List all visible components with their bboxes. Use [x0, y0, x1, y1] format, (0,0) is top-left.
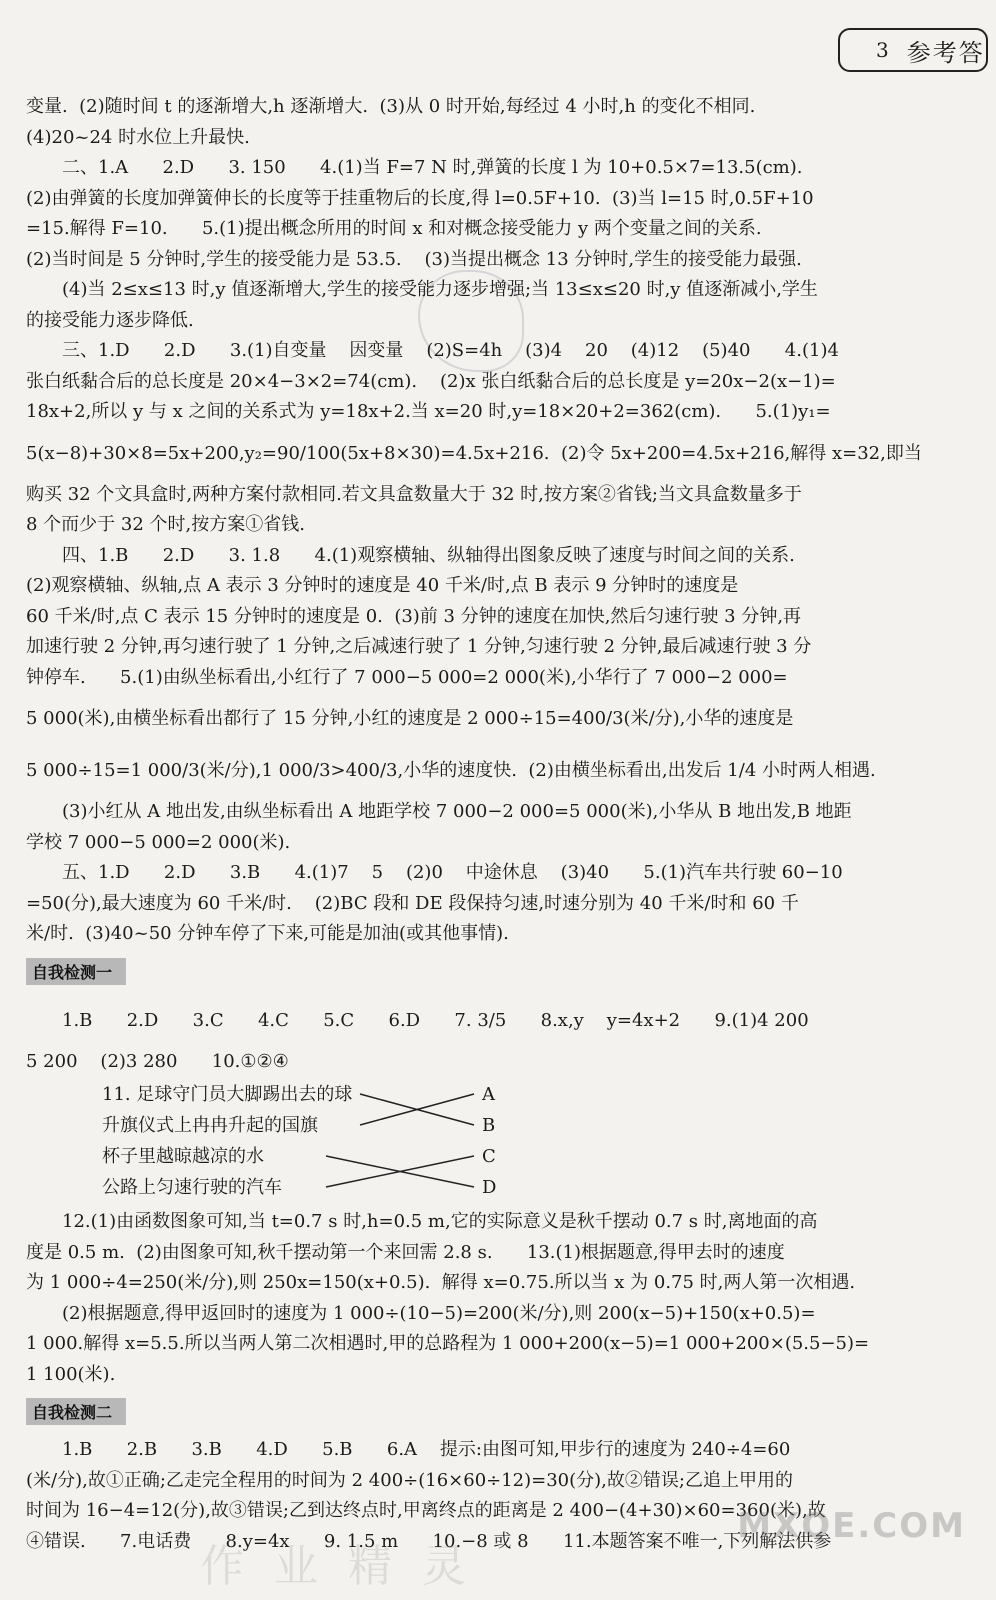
match-right-item: D — [482, 1177, 497, 1198]
text-line: =15.解得 F=10. 5.(1)提出概念所用的时间 x 和对概念接受能力 y 两个变量之间的关系. — [26, 218, 762, 239]
match-right-item: B — [482, 1115, 496, 1136]
page-number: 3 — [876, 38, 891, 62]
text-line: (2)观察横轴、纵轴,点 A 表示 3 分钟时的速度是 40 千米/时,点 B 表示 9 分钟时的速度是 — [26, 575, 739, 596]
matching-question — [26, 1079, 966, 1203]
ghost-watermark: 作业精灵 — [200, 1541, 496, 1592]
match-left-item: 公路上匀速行驶的汽车 — [102, 1177, 282, 1198]
text-line: 米/时. (3)40~50 分钟车停了下来,可能是加油(或其他事情). — [26, 923, 509, 944]
text-line: ④错误. 7.电话费 8.y=4x 9. 1.5 m 10.−8 或 8 11.本题答案不唯一,下列解法供参 — [26, 1530, 832, 1552]
text-line: 五、1.D 2.D 3.B 4.(1)7 5 (2)0 中途休息 (3)40 5.(1)汽车共行驶 60−10 — [62, 862, 843, 883]
text-line: 钟停车. 5.(1)由纵坐标看出,小红行了 7 000−5 000=2 000(米),小华行了 7 000−2 000= — [26, 666, 788, 688]
text-line: (2)由弹簧的长度加弹簧伸长的长度等于挂重物后的长度,得 l=0.5F+10. (3)当 l=15 时,0.5F+10 — [26, 187, 814, 209]
page-tab — [838, 28, 988, 72]
text-line: 12.(1)由函数图象可知,当 t=0.7 s 时,h=0.5 m,它的实际意义是秋千摆动 0.7 s 时,离地面的高 — [62, 1211, 818, 1232]
text-line: 三、1.D 2.D 3.(1)自变量 因变量 (2)S=4h (3)4 20 (4)12 (5)40 4.(1)4 — [62, 340, 839, 361]
text-line: 1.B 2.D 3.C 4.C 5.C 6.D 7. 3/5 8.x,y y=4x+2 9.(1)4 200 — [62, 1009, 809, 1031]
text-line: 为 1 000÷4=250(米/分),则 250x=150(x+0.5). 解得 x=0.75.所以当 x 为 0.75 时,两人第一次相遇. — [26, 1272, 856, 1293]
text-line: =50(分),最大速度为 60 千米/时. (2)BC 段和 DE 段保持匀速,时速分别为 40 千米/时和 60 千 — [26, 892, 799, 914]
match-left-item: 杯子里越晾越凉的水 — [102, 1146, 264, 1167]
text-line: (米/分),故①正确;乙走完全程用的时间为 2 400÷(16×60÷12)=30(分),故②错误;乙追上甲用的 — [26, 1469, 793, 1491]
text-line: 的接受能力逐步降低. — [26, 309, 194, 331]
text-line: 60 千米/时,点 C 表示 15 分钟时的速度是 0. (3)前 3 分钟的速度在加快,然后匀速行驶 3 分钟,再 — [26, 605, 802, 627]
answer-content — [26, 92, 966, 1557]
text-line: 加速行驶 2 分钟,再匀速行驶了 1 分钟,之后减速行驶了 1 分钟,匀速行驶 2 分钟,最后减速行驶 3 分 — [26, 636, 812, 657]
section-heading-1: 自我检测一 — [26, 958, 126, 985]
text-line: (2)根据题意,得甲返回时的速度为 1 000÷(10−5)=200(米/分),则 200(x−5)+150(x+0.5)= — [62, 1302, 816, 1324]
match-left-item: 11. 足球守门员大脚踢出去的球 — [102, 1084, 353, 1105]
text-line: 5(x−8)+30×8=5x+200,y₂=90/100(5x+8×30)=4.5x+216. (2)令 5x+200=4.5x+216,解得 x=32,即当 — [26, 442, 922, 464]
site-watermark: MXQE.COM — [737, 1506, 966, 1546]
match-left-item: 升旗仪式上冉冉升起的国旗 — [102, 1115, 318, 1136]
text-line: (4)当 2≤x≤13 时,y 值逐渐增大,学生的接受能力逐步增强;当 13≤x≤20 时,y 值逐渐减小,学生 — [62, 279, 818, 300]
text-line: 变量. (2)随时间 t 的逐渐增大,h 逐渐增大. (3)从 0 时开始,每经过 4 小时,h 的变化不相同. — [26, 96, 756, 117]
match-right-item: A — [482, 1084, 495, 1105]
text-line: (2)当时间是 5 分钟时,学生的接受能力是 53.5. (3)当提出概念 13 分钟时,学生的接受能力最强. — [26, 248, 802, 270]
text-line: 1 000.解得 x=5.5.所以当两人第二次相遇时,甲的总路程为 1 000+200(x−5)=1 000+200×(5.5−5)= — [26, 1333, 870, 1354]
text-line: 时间为 16−4=12(分),故③错误;乙到达终点时,甲离终点的距离是 2 400−(4+30)×60=360(米),故 — [26, 1500, 826, 1521]
text-line: 1.B 2.B 3.B 4.D 5.B 6.A 提示:由图可知,甲步行的速度为 240÷4=60 — [62, 1439, 791, 1460]
text-line: (4)20~24 时水位上升最快. — [26, 126, 250, 148]
text-line: 四、1.B 2.D 3. 1.8 4.(1)观察横轴、纵轴得出图象反映了速度与时间之间的关系. — [62, 544, 795, 566]
text-line: 度是 0.5 m. (2)由图象可知,秋千摆动第一个来回需 2.8 s. 13.(1)根据题意,得甲去时的速度 — [26, 1241, 785, 1263]
text-line: 张白纸黏合后的总长度是 20×4−3×2=74(cm). (2)x 张白纸黏合后的总长度是 y=20x−2(x−1)= — [26, 370, 836, 392]
text-line: 5 000÷15=1 000/3(米/分),1 000/3>400/3,小华的速度快. (2)由横坐标看出,出发后 1/4 小时两人相遇. — [26, 760, 876, 781]
text-line: 1 100(米). — [26, 1363, 116, 1385]
text-line: 18x+2,所以 y 与 x 之间的关系式为 y=18x+2.当 x=20 时,y=18×20+2=362(cm). 5.(1)y₁= — [26, 401, 831, 422]
text-line: 8 个而少于 32 个时,按方案①省钱. — [26, 514, 305, 535]
section-title: 参考答 — [906, 38, 985, 67]
text-line: 二、1.A 2.D 3. 150 4.(1)当 F=7 N 时,弹簧的长度 l 为 10+0.5×7=13.5(cm). — [62, 157, 803, 178]
section-heading-2: 自我检测二 — [26, 1398, 126, 1425]
text-line: (3)小红从 A 地出发,由纵坐标看出 A 地距学校 7 000−2 000=5 000(米),小华从 B 地出发,B 地距 — [62, 801, 852, 822]
match-right-item: C — [482, 1146, 496, 1167]
text-line: 学校 7 000−5 000=2 000(米). — [26, 831, 291, 853]
text-line: 5 200 (2)3 280 10.①②④ — [26, 1050, 289, 1072]
text-line: 5 000(米),由横坐标看出都行了 15 分钟,小红的速度是 2 000÷15=400/3(米/分),小华的速度是 — [26, 708, 794, 729]
text-line: 购买 32 个文具盒时,两种方案付款相同.若文具盒数量大于 32 时,按方案②省钱;当文具盒数量多于 — [26, 483, 802, 505]
